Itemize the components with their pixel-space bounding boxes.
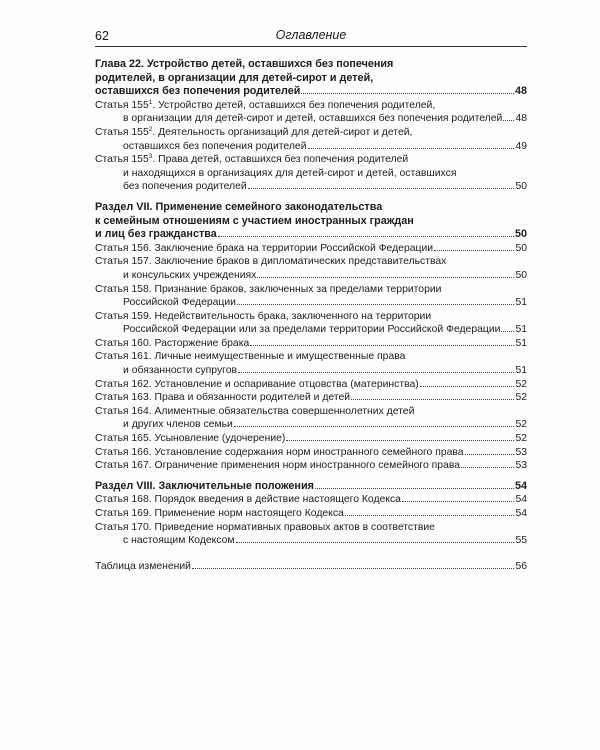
dot-leader: [192, 568, 514, 569]
entry-line: Статья 159. Недействительность брака, заключенного на территории: [95, 310, 432, 322]
entry-line: и консульских учреждениях: [123, 269, 257, 281]
entry-line: Статья $155^3$. Права детей, оставшихся без попечения родителей: [95, 153, 409, 166]
page-ref: 53: [515, 446, 527, 458]
page-ref: 54: [515, 508, 527, 519]
page-ref: 50: [514, 228, 527, 241]
dot-leader: [237, 304, 514, 305]
entry-line: Глава 22. Устройство детей, оставшихся без попечения: [95, 58, 394, 70]
entry-line: Российской Федерации: [123, 297, 236, 309]
entry-line: Статья 160. Расторжение брака: [95, 337, 250, 349]
dot-leader: [218, 236, 514, 237]
dot-leader: [465, 454, 515, 455]
entry-line: с настоящим Кодексом: [123, 535, 235, 547]
entry-line: Статья 170. Приведение нормативных правовых актов в соответствие: [95, 521, 435, 533]
entry-line: и лиц без гражданства: [95, 228, 217, 241]
toc-entry-article-163[interactable]: [95, 391, 527, 405]
entry-line: и находящихся в организациях для детей-сирот и детей, оставшихся: [123, 167, 457, 179]
page-ref: 51: [515, 337, 527, 349]
page-ref: 56: [515, 560, 527, 572]
page-ref: 48: [515, 113, 527, 125]
entry-line: и обязанности супругов: [123, 365, 237, 377]
toc-entry-article-164[interactable]: [95, 405, 527, 432]
toc-entry-article-160[interactable]: [95, 337, 527, 351]
toc-entry-article-158[interactable]: [95, 283, 527, 310]
page-ref: 54: [515, 494, 527, 506]
entry-line: Статья 161. Личные неимущественные и имущественные права: [95, 351, 406, 363]
entry-line: Российской Федерации или за пределами территории Российской Федерации: [123, 324, 501, 336]
dot-leader: [250, 345, 514, 346]
dot-leader: [234, 426, 515, 427]
dot-leader: [434, 250, 514, 251]
page-ref: 51: [515, 324, 527, 336]
toc-entry-article-161[interactable]: [95, 350, 527, 377]
toc-entry-article-155-3[interactable]: [95, 153, 527, 194]
dot-leader: [345, 515, 515, 516]
dot-leader: [301, 93, 514, 94]
entry-line: Раздел VIII. Заключительные положения: [95, 479, 314, 492]
page-ref: 54: [514, 479, 527, 492]
page-number: 62: [95, 29, 109, 43]
page-ref: 53: [515, 460, 527, 472]
page-ref: 50: [515, 181, 527, 193]
dot-leader: [503, 120, 514, 121]
entry-line: Статья 156. Заключение брака на территории Российской Федерации: [95, 242, 434, 254]
dot-leader: [402, 501, 514, 502]
page-ref: 52: [515, 378, 527, 390]
entry-line: Статья 167. Ограничение применения норм иностранного семейного права: [95, 460, 461, 472]
entry-line: Статья 166. Установление содержания норм иностранного семейного права: [95, 446, 464, 458]
header-rule: [95, 46, 527, 47]
page-ref: 51: [515, 365, 527, 377]
dot-leader: [461, 467, 514, 468]
dot-leader: [236, 542, 515, 543]
page-ref: 48: [514, 85, 527, 98]
toc-entry-article-166[interactable]: [95, 446, 527, 460]
dot-leader: [501, 331, 514, 332]
entry-line: без попечения родителей: [123, 181, 247, 193]
entry-line: Таблица изменений: [95, 560, 191, 572]
toc-entry-chapter-22[interactable]: [95, 58, 527, 99]
toc-entry-article-162[interactable]: [95, 378, 527, 392]
page-header: [95, 26, 527, 48]
toc-entry-section-7[interactable]: [95, 201, 527, 242]
toc-entry-article-169[interactable]: [95, 507, 527, 521]
dot-leader: [308, 148, 515, 149]
dot-leader: [286, 440, 514, 441]
page-ref: 51: [515, 297, 527, 309]
page-ref: 52: [515, 419, 527, 431]
page-ref: 50: [515, 242, 527, 254]
entry-line: Статья $155^1$. Устройство детей, оставшихся без попечения родителей,: [95, 98, 436, 111]
entry-line: Статья 162. Установление и оспаривание отцовства (материнства): [95, 378, 419, 390]
dot-leader: [238, 372, 514, 373]
page-ref: 52: [515, 433, 527, 445]
entry-line: оставшихся без попечения родителей: [123, 140, 307, 152]
dot-leader: [351, 399, 514, 400]
toc-entry-article-168[interactable]: [95, 493, 527, 507]
toc-entry-article-170[interactable]: [95, 521, 527, 548]
toc-entry-article-155-1[interactable]: [95, 99, 527, 126]
dot-leader: [420, 386, 515, 387]
entry-line: оставшихся без попечения родителей: [95, 85, 301, 98]
entry-line: Статья $155^2$. Деятельность организаций для детей-сирот и детей,: [95, 125, 413, 138]
table-of-contents: [95, 58, 527, 573]
entry-line: к семейным отношениям с участием иностранных граждан: [95, 214, 414, 227]
page-ref: 50: [515, 269, 527, 281]
entry-line: в организации для детей-сирот и детей, оставшихся без попечения родителей: [123, 113, 503, 125]
entry-line: и других членов семьи: [123, 419, 233, 431]
toc-entry-article-157[interactable]: [95, 255, 527, 282]
dot-leader: [257, 277, 514, 278]
entry-line: родителей, в организации для детей-сирот и детей,: [95, 71, 374, 84]
entry-line: Статья 168. Порядок введения в действие настоящего Кодекса: [95, 494, 401, 506]
page-ref: 55: [515, 535, 527, 547]
toc-entry-article-155-2[interactable]: [95, 126, 527, 153]
entry-line: Статья 169. Применение норм настоящего Кодекса: [95, 508, 344, 519]
dot-leader: [248, 188, 515, 189]
entry-line: Статья 163. Права и обязанности родителей и детей: [95, 392, 351, 404]
toc-entry-article-167[interactable]: [95, 459, 527, 473]
entry-line: Статья 158. Признание браков, заключенных за пределами территории: [95, 283, 442, 295]
entry-line: Статья 165. Усыновление (удочерение): [95, 433, 286, 445]
toc-entry-section-8[interactable]: [95, 480, 527, 494]
toc-entry-changes-table[interactable]: [95, 560, 527, 574]
toc-entry-article-159[interactable]: [95, 310, 527, 337]
entry-line: Статья 157. Заключение браков в дипломатических представительствах: [95, 256, 447, 268]
toc-entry-article-165[interactable]: [95, 432, 527, 446]
dot-leader: [315, 488, 514, 489]
entry-line: Раздел VII. Применение семейного законодательства: [95, 200, 383, 213]
toc-entry-article-156[interactable]: [95, 242, 527, 256]
running-title: Оглавление: [275, 28, 347, 42]
page-ref: 52: [515, 392, 527, 404]
entry-line: Статья 164. Алиментные обязательства совершеннолетних детей: [95, 405, 415, 417]
page-ref: 49: [515, 140, 527, 152]
